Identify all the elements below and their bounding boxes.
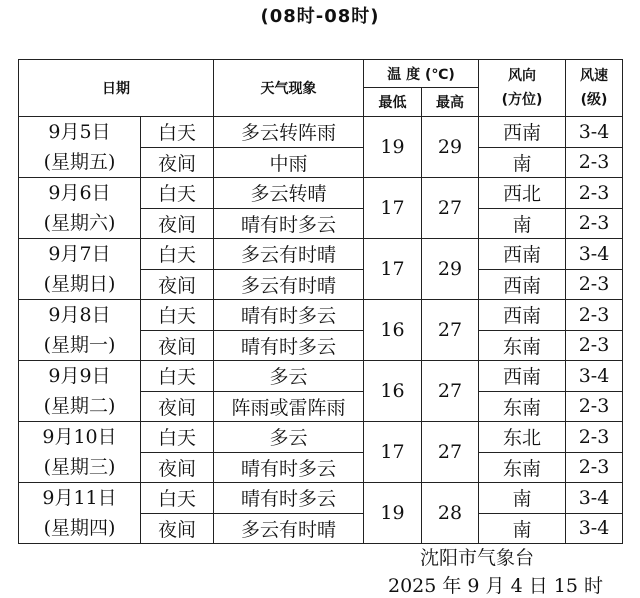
weather-cell: 多云有时晴 [214,269,364,300]
period-cell: 夜间 [141,208,214,239]
table-row [19,178,623,209]
header-temp-min: 最低 [364,88,422,117]
header-wind-speed-unit: (级) [580,92,608,108]
date-cell [19,239,141,300]
period-cell: 白天 [141,422,214,453]
date-cell [19,483,141,544]
weekday-label: (星期六) [43,212,116,234]
wind-direction-cell: 南 [479,208,566,239]
wind-direction-cell: 东北 [479,422,566,453]
period-cell: 夜间 [141,269,214,300]
temp-max-cell: 29 [422,117,479,178]
temp-max-cell: 27 [422,422,479,483]
wind-direction-cell: 南 [479,513,566,544]
page-title: (08时-08时) [260,6,380,27]
date-label: 9月9日 [48,365,111,387]
date-label: 9月8日 [48,304,111,326]
weekday-label: (星期四) [43,517,116,539]
wind-direction-cell: 南 [479,147,566,178]
wind-speed-cell: 2-3 [566,452,623,483]
header-weather: 天气现象 [214,60,364,117]
period-cell: 白天 [141,239,214,270]
wind-direction-cell: 西北 [479,178,566,209]
period-cell: 夜间 [141,452,214,483]
date-label: 9月7日 [48,243,111,265]
wind-speed-cell: 3-4 [566,239,623,270]
weekday-label: (星期五) [43,151,116,173]
header-wind-direction-label: 风向 [508,68,536,84]
weather-cell: 多云转晴 [214,178,364,209]
header-wind-direction-unit: (方位) [501,92,543,108]
wind-speed-cell: 2-3 [566,178,623,209]
table-row [19,117,623,148]
date-cell [19,422,141,483]
temp-min-cell: 16 [364,361,422,422]
weather-cell: 多云 [214,422,364,453]
weather-cell: 晴有时多云 [214,208,364,239]
weather-cell: 晴有时多云 [214,452,364,483]
wind-speed-cell: 3-4 [566,483,623,514]
wind-speed-cell: 2-3 [566,300,623,331]
weather-cell: 阵雨或雷阵雨 [214,391,364,422]
weather-cell: 多云 [214,361,364,392]
period-cell: 夜间 [141,513,214,544]
temp-max-cell: 27 [422,178,479,239]
temp-min-cell: 17 [364,422,422,483]
wind-speed-cell: 2-3 [566,147,623,178]
wind-direction-cell: 西南 [479,239,566,270]
wind-speed-cell: 3-4 [566,513,623,544]
weekday-label: (星期一) [43,334,116,356]
date-cell [19,361,141,422]
temp-min-cell: 19 [364,117,422,178]
date-cell [19,117,141,178]
temp-max-cell: 27 [422,300,479,361]
table-row [19,361,623,392]
header-date: 日期 [19,60,214,117]
wind-direction-cell: 东南 [479,330,566,361]
table-row [19,422,623,453]
temp-max-cell: 29 [422,239,479,300]
period-cell: 白天 [141,300,214,331]
weather-cell: 多云转阵雨 [214,117,364,148]
temp-min-cell: 17 [364,239,422,300]
date-cell [19,178,141,239]
date-cell [19,300,141,361]
date-label: 9月10日 [42,426,117,448]
wind-direction-cell: 东南 [479,391,566,422]
weather-cell: 晴有时多云 [214,330,364,361]
period-cell: 白天 [141,361,214,392]
weather-cell: 晴有时多云 [214,300,364,331]
period-cell: 夜间 [141,391,214,422]
header-wind-speed-label: 风速 [580,68,608,84]
forecast-table [18,59,623,544]
forecast-body [19,117,623,544]
date-label: 9月5日 [48,121,111,143]
table-row [19,483,623,514]
header-wind-direction [479,60,566,117]
temp-min-cell: 16 [364,300,422,361]
weekday-label: (星期日) [43,273,116,295]
wind-direction-cell: 东南 [479,452,566,483]
period-cell: 白天 [141,178,214,209]
date-label: 9月11日 [42,487,117,509]
period-cell: 夜间 [141,330,214,361]
header-temperature: 温 度 (℃) [364,60,479,88]
wind-direction-cell: 西南 [479,117,566,148]
temp-min-cell: 17 [364,178,422,239]
period-cell: 夜间 [141,147,214,178]
issue-time: 2025 年 9 月 4 日 15 时 [388,575,603,597]
temp-max-cell: 28 [422,483,479,544]
wind-direction-cell: 西南 [479,361,566,392]
wind-speed-cell: 3-4 [566,361,623,392]
period-cell: 白天 [141,117,214,148]
wind-direction-cell: 南 [479,483,566,514]
wind-speed-cell: 2-3 [566,208,623,239]
weekday-label: (星期二) [43,395,116,417]
wind-speed-cell: 2-3 [566,391,623,422]
wind-speed-cell: 3-4 [566,117,623,148]
table-row [19,300,623,331]
temp-min-cell: 19 [364,483,422,544]
weekday-label: (星期三) [43,456,116,478]
wind-direction-cell: 西南 [479,269,566,300]
period-cell: 白天 [141,483,214,514]
wind-direction-cell: 西南 [479,300,566,331]
header-temp-max: 最高 [422,88,479,117]
temp-max-cell: 27 [422,361,479,422]
weather-cell: 多云有时晴 [214,239,364,270]
wind-speed-cell: 2-3 [566,422,623,453]
header-wind-speed [566,60,623,117]
wind-speed-cell: 2-3 [566,330,623,361]
issuer: 沈阳市气象台 [420,547,535,569]
wind-speed-cell: 2-3 [566,269,623,300]
date-label: 9月6日 [48,182,111,204]
table-row [19,239,623,270]
weather-cell: 多云有时晴 [214,513,364,544]
weather-cell: 中雨 [214,147,364,178]
weather-cell: 晴有时多云 [214,483,364,514]
